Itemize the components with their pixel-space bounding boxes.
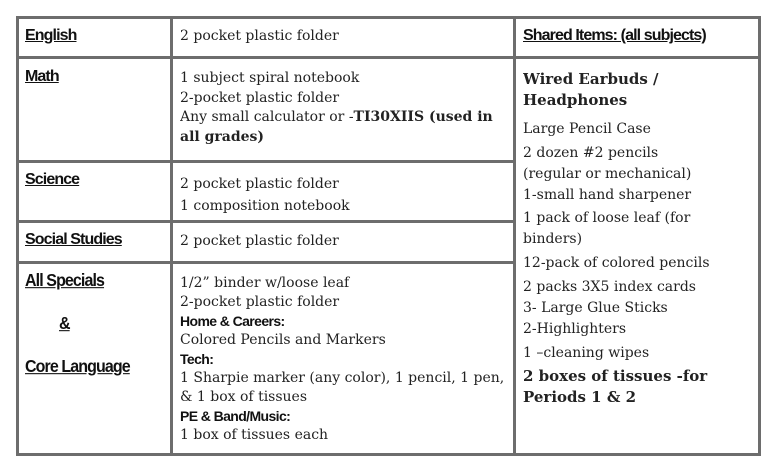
- pe-band-music-label: PE & Band/Music:: [180, 408, 291, 424]
- list-item: 12-pack of colored pencils: [523, 255, 710, 271]
- list-item: 1 subject spiral notebook: [180, 70, 360, 86]
- items-english: [180, 27, 505, 47]
- subject-science: [25, 171, 165, 189]
- shared-header-cell: [523, 27, 755, 45]
- subject-label: Math: [25, 68, 59, 85]
- subject-label: Core Language: [25, 358, 130, 377]
- subject-social-studies: [25, 231, 170, 249]
- list-item: 1 –cleaning wipes: [523, 345, 650, 361]
- list-item: 2-pocket plastic folder: [180, 89, 340, 106]
- tech-label: Tech:: [180, 351, 214, 367]
- list-item: 2 dozen #2 pencils: [523, 145, 659, 161]
- list-item: 2-pocket plastic folder: [180, 294, 340, 310]
- shared-item-tissues: 2 boxes of tissues -for: [523, 367, 708, 385]
- subject-label: Science: [25, 171, 80, 188]
- list-item: & 1 box of tissues: [180, 389, 308, 405]
- col-divider-2: [513, 19, 516, 453]
- items-math: [180, 69, 508, 147]
- list-item: 1/2” binder w/loose leaf: [180, 275, 350, 291]
- subject-label: Social Studies: [25, 231, 122, 248]
- subject-specials: [25, 272, 170, 452]
- col-divider-1: [170, 19, 173, 453]
- shared-header: Shared Items: (all subjects): [523, 27, 706, 44]
- list-item: 1 Sharpie marker (any color), 1 pencil, 1 pen,: [180, 370, 505, 386]
- list-item: 2 packs 3X5 index cards: [523, 279, 696, 295]
- shared-item-wired: Headphones: [523, 91, 628, 109]
- list-item: Large Pencil Case: [523, 121, 651, 137]
- list-item: 3- Large Glue Sticks: [523, 300, 668, 316]
- list-item: (regular or mechanical): [523, 166, 692, 182]
- supply-list-table: [16, 16, 761, 456]
- shared-item-wired: Wired Earbuds /: [523, 70, 659, 88]
- list-item: 2-Highlighters: [523, 321, 627, 337]
- list-item: 2 pocket plastic folder: [180, 28, 339, 44]
- home-careers-label: Home & Careers:: [180, 313, 285, 329]
- list-item: 2 pocket plastic folder: [180, 176, 339, 192]
- row-divider-header: [19, 56, 758, 59]
- subject-math: [25, 68, 165, 86]
- list-item-calculator: Any small calculator or -TI30XIIS (used in all grades): [180, 109, 493, 145]
- row-divider-social: [19, 261, 513, 264]
- row-divider-math: [19, 160, 513, 163]
- shared-items: [523, 69, 757, 408]
- list-item: 1 composition notebook: [180, 198, 350, 214]
- items-specials: [180, 274, 510, 445]
- subject-label: English: [25, 27, 77, 44]
- shared-item-tissues: Periods 1 & 2: [523, 388, 637, 406]
- list-item: 2 pocket plastic folder: [180, 233, 339, 249]
- items-social-studies: [180, 232, 505, 252]
- subject-label: All Specials: [25, 272, 105, 291]
- subject-label-ampersand: &: [59, 315, 70, 334]
- list-item: binders): [523, 231, 583, 247]
- list-item: Colored Pencils and Markers: [180, 332, 386, 348]
- row-divider-science: [19, 220, 513, 223]
- items-science: [180, 173, 505, 217]
- list-item: 1-small hand sharpener: [523, 187, 692, 203]
- list-item: 1 pack of loose leaf (for: [523, 210, 691, 226]
- subject-english: [25, 27, 165, 45]
- list-item: 1 box of tissues each: [180, 427, 329, 443]
